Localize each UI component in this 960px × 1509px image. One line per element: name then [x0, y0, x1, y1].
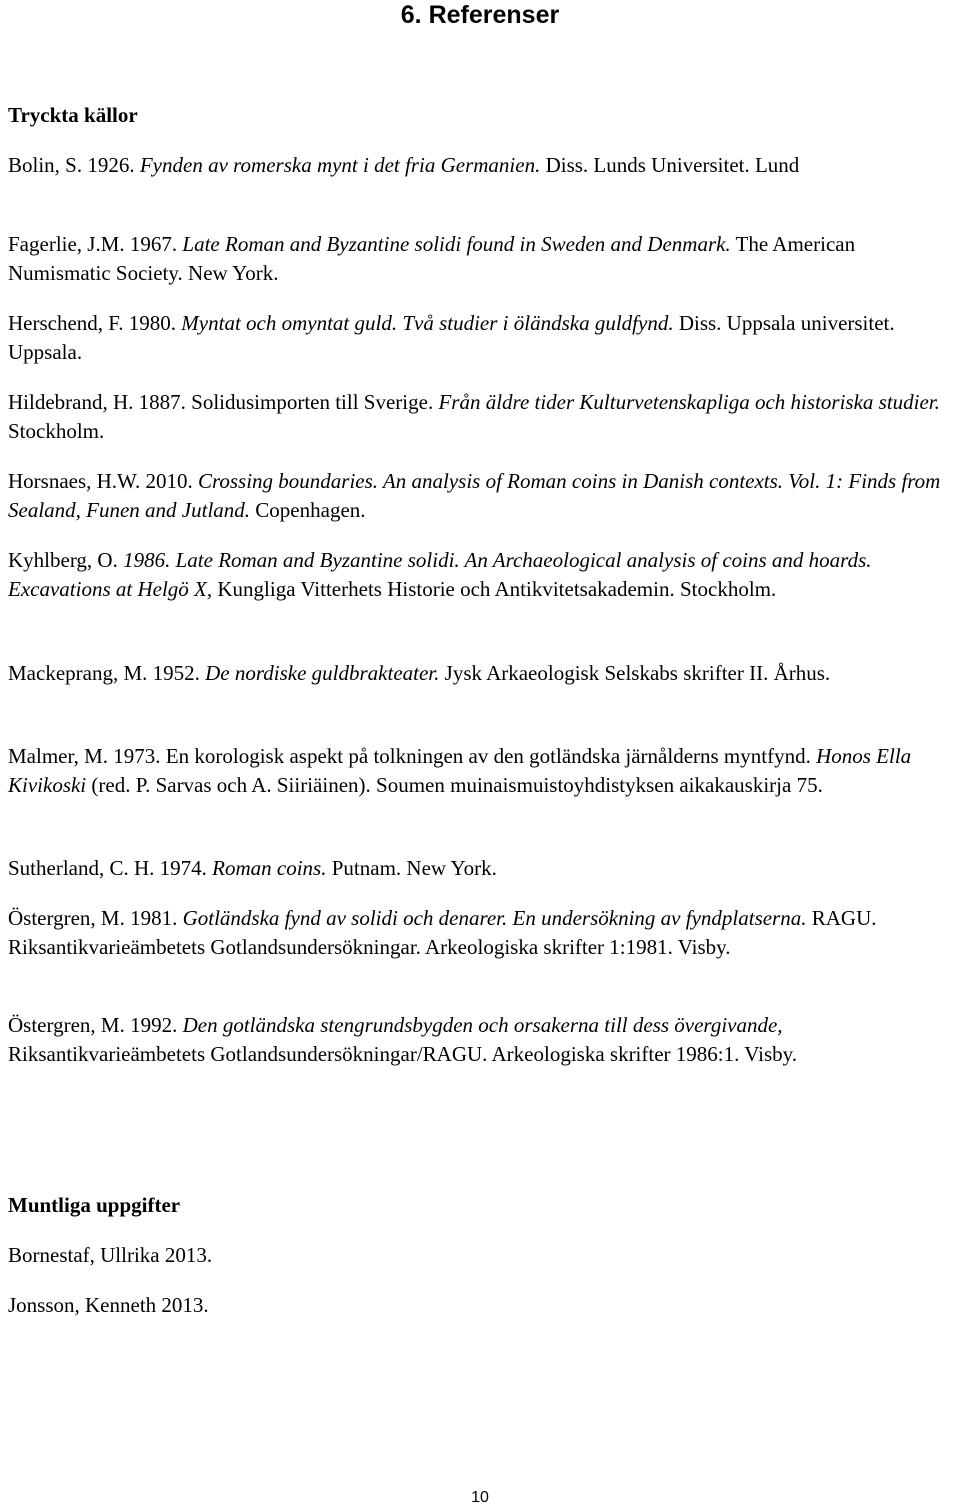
reference-title-italic: Från äldre tider Kulturvetenskapliga och historiska studier. — [438, 390, 940, 414]
reference-text: Stockholm. — [8, 419, 105, 444]
reference-text: Jysk Arkaeologisk Selskabs skrifter II. Århus. — [439, 661, 831, 685]
reference-title-italic: Den gotländska stengrundsbygden och orsakerna till dess övergivande, — [182, 1013, 783, 1037]
reference-entry — [8, 546, 953, 605]
reference-entry — [8, 388, 953, 447]
reference-text: Horsnaes, H.W. 2010. — [8, 469, 198, 493]
reference-entry — [8, 467, 953, 526]
reference-text: The American Numismatic Society. New York. — [8, 232, 856, 286]
reference-title-italic: Roman coins. — [212, 856, 327, 880]
reference-text: Copenhagen. — [250, 498, 366, 523]
reference-title-italic: 1986. Late Roman and Byzantine solidi. An Archaeological analysis of coins and hoards. Excavations at Helgö X, — [8, 548, 872, 602]
reference-text: Kungliga Vitterhets Historie och Antikvitetsakademin. Stockholm. — [212, 577, 777, 602]
section-heading-printed-sources: Tryckta källor — [8, 103, 138, 127]
reference-title-italic: Honos Ella Kivikoski — [8, 744, 912, 798]
reference-entry — [8, 659, 953, 688]
reference-text: Herschend, F. 1980. — [8, 311, 182, 335]
reference-text: Östergren, M. 1992. — [8, 1013, 183, 1037]
reference-title-italic: Crossing boundaries. An analysis of Roman coins in Danish contexts. Vol. 1: Finds from Sealand, Funen and Jutland. — [8, 469, 941, 523]
reference-text: Sutherland, C. H. 1974. — [8, 856, 213, 880]
reference-text: Malmer, M. 1973. En korologisk aspekt på tolkningen av den gotländska järnålderns myntfynd. — [8, 744, 817, 768]
reference-text: Bornestaf, Ullrika 2013. — [8, 1243, 213, 1267]
reference-entry — [8, 904, 953, 963]
reference-text: (red. P. Sarvas och A. Siiriäinen). Soumen muinaismuistoyhdistyksen aikakauskirja 75. — [86, 773, 823, 798]
section-heading-oral-sources: Muntliga uppgifter — [8, 1193, 181, 1217]
reference-title-italic: De nordiske guldbrakteater. — [205, 661, 440, 685]
reference-text: Bolin, S. 1926. — [8, 153, 140, 177]
reference-entry — [8, 854, 953, 883]
reference-text: Diss. Lunds Universitet. Lund — [540, 153, 800, 177]
reference-text: Östergren, M. 1981. — [8, 906, 183, 930]
reference-text: RAGU. Riksantikvarieämbetets Gotlandsundersökningar. Arkeologiska skrifter 1:1981. Visby. — [8, 906, 877, 960]
reference-entry — [8, 1011, 953, 1070]
reference-text: Jonsson, Kenneth 2013. — [8, 1293, 209, 1317]
reference-text: Kyhlberg, O. — [8, 548, 124, 572]
reference-entry — [8, 1241, 953, 1270]
reference-text: Putnam. New York. — [326, 856, 497, 880]
reference-entry — [8, 309, 953, 368]
reference-title-italic: Gotländska fynd av solidi och denarer. En undersökning av fyndplatserna. — [182, 906, 807, 930]
reference-text: Hildebrand, H. 1887. Solidusimporten till Sverige. — [8, 390, 439, 414]
reference-entry — [8, 1291, 953, 1320]
reference-entry — [8, 230, 953, 289]
reference-entry — [8, 742, 953, 801]
reference-text: Fagerlie, J.M. 1967. — [8, 232, 183, 256]
reference-title-italic: Myntat och omyntat guld. Två studier i öländska guldfynd. — [181, 311, 674, 335]
reference-entry — [8, 151, 953, 180]
page-number: 10 — [471, 1489, 489, 1506]
reference-text: Mackeprang, M. 1952. — [8, 661, 206, 685]
reference-text: Riksantikvarieämbetets Gotlandsundersökningar/RAGU. Arkeologiska skrifter 1986:1. Visby. — [8, 1042, 798, 1067]
reference-title-italic: Fynden av romerska mynt i det fria Germanien. — [139, 153, 541, 177]
page-title: 6. Referenser — [400, 1, 560, 29]
reference-text: Diss. Uppsala universitet. Uppsala. — [8, 311, 895, 365]
reference-title-italic: Late Roman and Byzantine solidi found in Sweden and Denmark. — [182, 232, 731, 256]
